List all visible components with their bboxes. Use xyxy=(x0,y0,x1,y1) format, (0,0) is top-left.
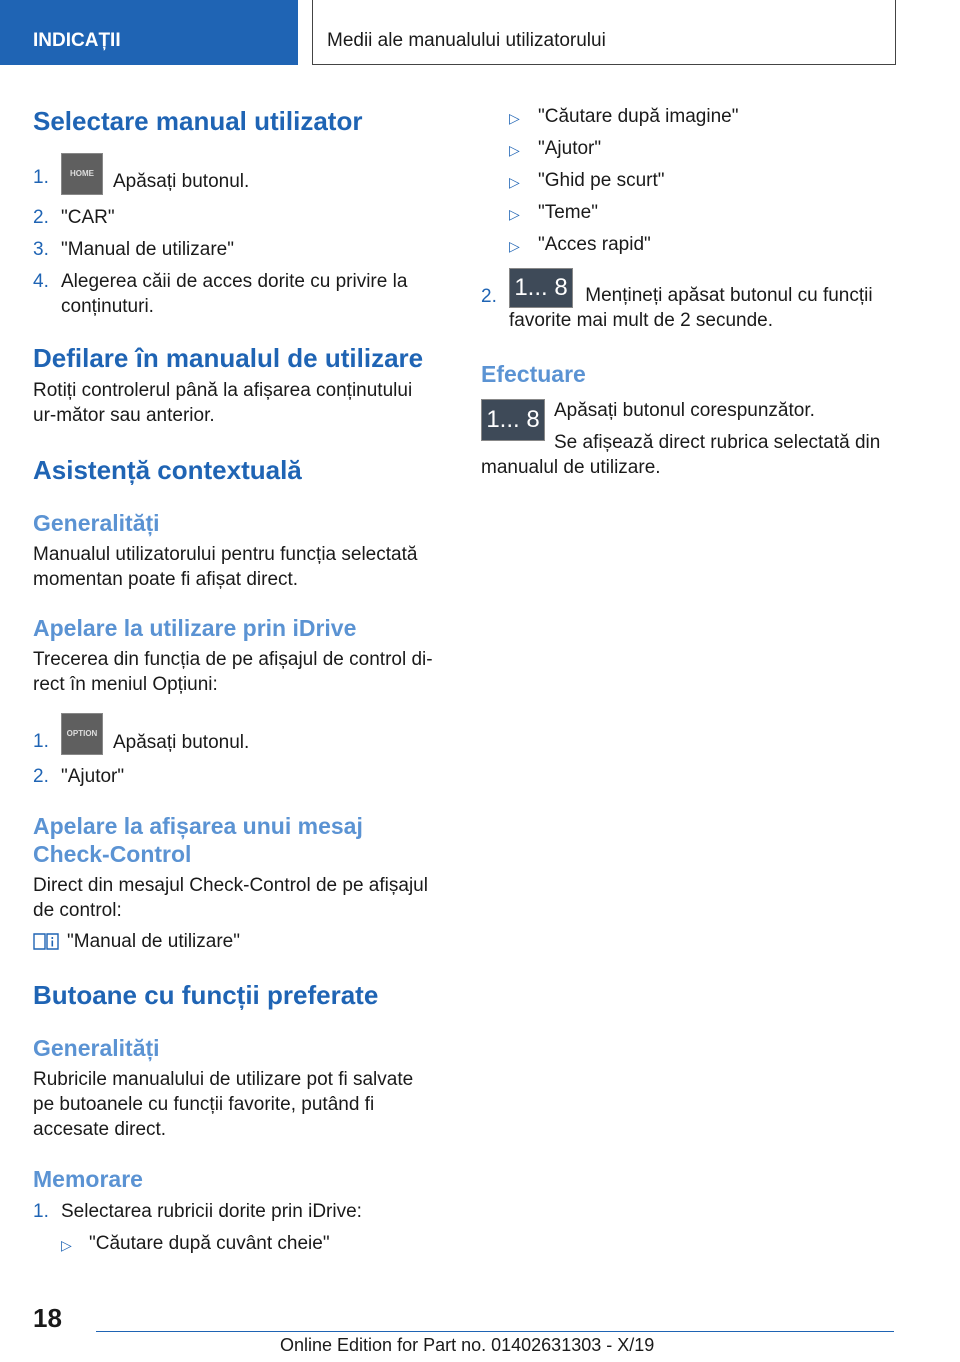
execute-block: 1... 8 Apăsați butonul corespunzător. Se afișează direct rubrica selectată din manualul de utilizare. xyxy=(481,400,881,478)
triangle-bullet-icon: ▷ xyxy=(509,110,520,126)
paragraph: Manualul utilizatorului pentru funcția selectată momentan poate fi afișat direct. xyxy=(33,544,418,590)
list-item: 1. HOME Apăsați butonul. xyxy=(33,153,438,197)
subheading-general: Generalități xyxy=(33,510,160,536)
heading-select-manual: Selectare manual utilizator xyxy=(33,106,363,136)
list-item: 1. Selectarea rubricii dorite prin iDrive: xyxy=(33,1201,362,1222)
home-button-icon: HOME xyxy=(61,153,103,195)
paragraph: Rotiți controlerul până la afișarea conținutului ur-mător sau anterior. xyxy=(33,380,413,426)
list-item: 3. "Manual de utilizare" xyxy=(33,239,234,260)
left-column xyxy=(33,106,438,1256)
triangle-bullet-icon: ▷ xyxy=(509,206,520,222)
list-item: 2. 1... 8 Mențineți apăsat butonul cu funcții favorite mai mult de 2 secunde. xyxy=(481,268,891,333)
paragraph: Direct din mesajul Check-Control de pe afișajul de control: xyxy=(33,875,428,921)
subheading-execute: Efectuare xyxy=(481,361,586,387)
list-subitem: ▷ "Ghid pe scurt" xyxy=(509,168,891,193)
favorite-button-icon: 1... 8 xyxy=(509,268,573,308)
triangle-bullet-icon: ▷ xyxy=(509,238,520,254)
list-subitem: ▷ "Căutare după imagine" xyxy=(509,104,891,129)
list-item: 2. "CAR" xyxy=(33,207,115,228)
list-item: "Manual de utilizare" xyxy=(33,929,438,954)
heading-context-help: Asistență contextuală xyxy=(33,455,302,485)
list-item: 1. OPTION Apăsați butonul. xyxy=(33,712,438,756)
option-button-icon: OPTION xyxy=(61,713,103,755)
list-item: 2. "Ajutor" xyxy=(33,766,125,787)
heading-favorite-buttons: Butoane cu funcții preferate xyxy=(33,980,379,1010)
paragraph: Trecerea din funcția de pe afișajul de control di-rect în meniul Opțiuni: xyxy=(33,649,433,695)
list-subitem: ▷ "Acces rapid" xyxy=(509,232,891,257)
list-subitem: ▷ "Ajutor" xyxy=(509,136,891,161)
footer-divider xyxy=(96,1331,894,1332)
page-number: 18 xyxy=(33,1303,62,1333)
list-subitem: ▷ "Teme" xyxy=(509,200,891,225)
subheading-store: Memorare xyxy=(33,1166,143,1192)
right-column xyxy=(481,104,891,480)
list-item: 4. Alegerea căii de acces dorite cu privire la conținuturi. xyxy=(33,271,408,317)
favorite-button-icon: 1... 8 xyxy=(481,399,545,441)
subheading-idrive: Apelare la utilizare prin iDrive xyxy=(33,615,357,641)
section-tab: INDICAȚII xyxy=(0,0,298,65)
triangle-bullet-icon: ▷ xyxy=(61,1237,72,1253)
triangle-bullet-icon: ▷ xyxy=(509,174,520,190)
subheading-check-control: Apelare la afișarea unui mesaj Check-Control xyxy=(33,813,363,867)
list-subitem: ▷ "Căutare după cuvânt cheie" xyxy=(61,1231,438,1256)
paragraph: Rubricile manualului de utilizare pot fi salvate pe butoanele cu funcții favorite, putând fi accesate direct. xyxy=(33,1069,414,1140)
triangle-bullet-icon: ▷ xyxy=(509,142,520,158)
book-icon xyxy=(33,931,59,958)
subheading-general: Generalități xyxy=(33,1035,160,1061)
heading-scroll-manual: Defilare în manualul de utilizare xyxy=(33,343,424,373)
page-header-title: Medii ale manualului utilizatorului xyxy=(312,0,896,65)
footer-edition: Online Edition for Part no. 01402631303 - X/19 xyxy=(280,1335,655,1355)
